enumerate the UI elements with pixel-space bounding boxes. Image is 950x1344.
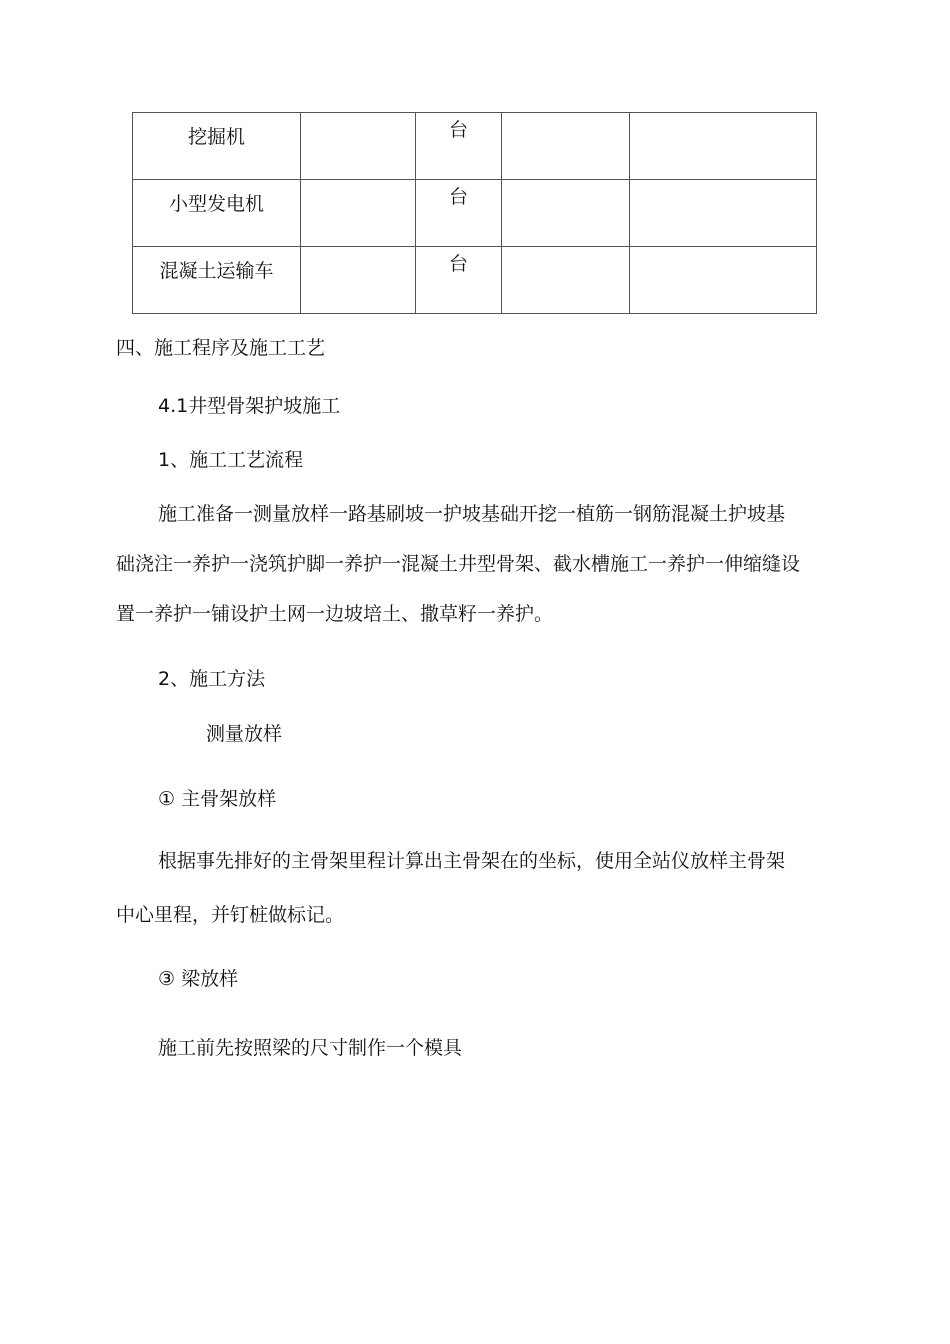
survey-heading: 测量放样 xyxy=(206,723,283,745)
equipment-note-cell xyxy=(630,180,817,247)
equipment-note-cell xyxy=(630,247,817,314)
equipment-spec-cell xyxy=(301,180,416,247)
step1-heading: 1、施工工艺流程 xyxy=(158,449,304,471)
equipment-unit-cell: 台 xyxy=(416,247,502,314)
step2-heading: 2、施工方法 xyxy=(158,668,266,690)
equipment-qty-cell xyxy=(502,180,630,247)
flow-paragraph-line: 础浇注一养护一浇筑护脚一养护一混凝土井型骨架、截水槽施工一养护一伸缩缝设 xyxy=(116,553,801,575)
equipment-qty-cell xyxy=(502,247,630,314)
item1-paragraph-line: 中心里程，并钉桩做标记。 xyxy=(116,904,345,926)
equipment-spec-cell xyxy=(301,113,416,180)
equipment-qty-cell xyxy=(502,113,630,180)
section-heading: 四、施工程序及施工工艺 xyxy=(116,337,326,359)
item3-heading: ③ 梁放样 xyxy=(158,968,239,990)
equipment-note-cell xyxy=(630,113,817,180)
equipment-name-cell: 混凝土运输车 xyxy=(133,247,301,314)
table-row xyxy=(133,180,817,247)
subsection-heading: 4.1井型骨架护坡施工 xyxy=(158,395,341,417)
equipment-table xyxy=(132,112,817,314)
equipment-unit-cell: 台 xyxy=(416,113,502,180)
equipment-spec-cell xyxy=(301,247,416,314)
item1-paragraph-line: 根据事先排好的主骨架里程计算出主骨架在的坐标，使用全站仪放样主骨架 xyxy=(158,850,786,872)
flow-paragraph-line: 置一养护一铺设护土网一边坡培土、撒草籽一养护。 xyxy=(116,603,554,625)
equipment-unit-cell: 台 xyxy=(416,180,502,247)
table-row xyxy=(133,113,817,180)
equipment-name-cell: 小型发电机 xyxy=(133,180,301,247)
item1-heading: ① 主骨架放样 xyxy=(158,788,277,810)
equipment-name-cell: 挖掘机 xyxy=(133,113,301,180)
table-row xyxy=(133,247,817,314)
flow-paragraph-line: 施工准备一测量放样一路基刷坡一护坡基础开挖一植筋一钢筋混凝土护坡基 xyxy=(158,503,786,525)
item3-paragraph-line: 施工前先按照梁的尺寸制作一个模具 xyxy=(158,1037,463,1059)
